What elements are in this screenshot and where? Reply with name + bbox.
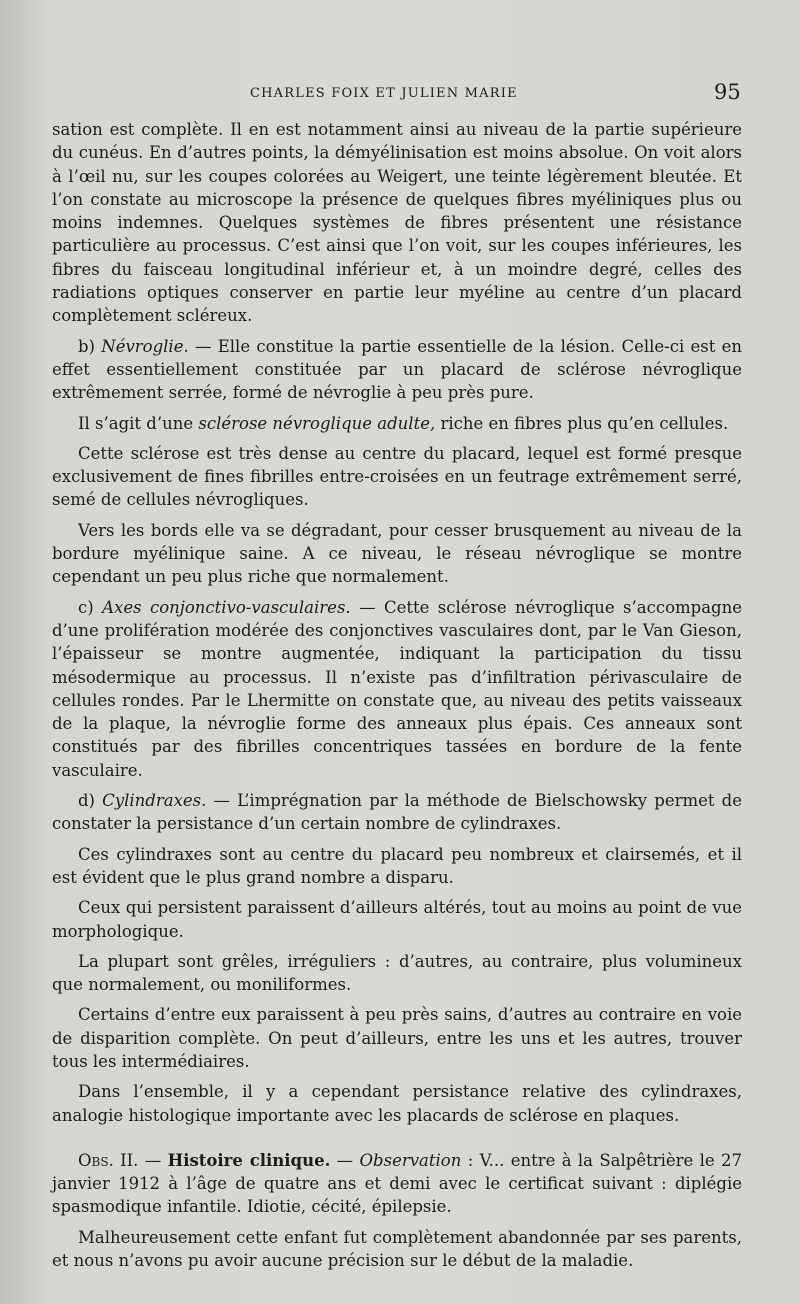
obs-subtitle: Observation xyxy=(359,1150,462,1170)
paragraph-observation xyxy=(52,1149,742,1219)
paragraph-axes xyxy=(52,596,742,782)
paragraph-text: — L’imprégnation par la méthode de Bielschowsky permet de constater la persistance d’un certain nombre de cylindraxes. xyxy=(52,791,742,834)
paragraph-alteres: Ceux qui persistent paraissent d’ailleurs altérés, tout au moins au point de vue morphologique. xyxy=(52,898,742,941)
section-label-nevroglie: Névroglie. xyxy=(101,336,189,356)
running-head: CHARLES FOIX ET JULIEN MARIE xyxy=(250,86,518,101)
item-letter-b: b) xyxy=(78,336,102,356)
dash: — xyxy=(330,1150,360,1170)
section-label-cylindraxes: Cylindraxes. xyxy=(102,791,207,811)
paragraph-continuation: sation est complète. Il en est notamment ainsi au niveau de la partie supérieure du cunéus. En d’autres points, la démyélinisation est moins absolue. On voit alors à l’œil nu, sur les coupes colorées au Weigert, une teinte légèrement bleutée. Et l’on constate au microscope la présence de quelques fibres myéliniques plus ou moins indemnes. Quelques systèmes de fibres présentent une résistance particulière au processus. C’est ainsi que l’on voit, sur les coupes inférieures, les fibres du faisceau longitudinal inférieur et, à un moindre degré, celles des radiations optiques conserver en partie leur myéline au centre d’un placard complètement scléreux. xyxy=(52,120,742,326)
paragraph-sains: Certains d’entre eux paraissent à peu près sains, d’autres au contraire en voie de disparition complète. On peut d’ailleurs, entre les uns et les autres, trouver tous les intermédiaires. xyxy=(52,1005,742,1071)
paragraph-text: Il s’agit d’une xyxy=(78,413,199,433)
paragraph-clairsemes: Ces cylindraxes sont au centre du placard peu nombreux et clairsemés, et il est évident que le plus grand nombre a disparu. xyxy=(52,844,742,887)
paragraph-abandon: Malheureusement cette enfant fut complètement abandonnée par ses parents, et nous n’avons pu avoir aucune précision sur le début de la maladie. xyxy=(52,1227,742,1271)
dash: — xyxy=(138,1150,168,1170)
paragraph-bords: Vers les bords elle va se dégradant, pour cesser brusquement au niveau de la bordure myélinique saine. A ce niveau, le réseau névroglique se montre cependant un peu plus riche que normalement. xyxy=(52,520,742,587)
page-number: 95 xyxy=(714,80,741,104)
paragraph-text: — Elle constitue la partie essentielle de la lésion. Celle-ci est en effet essentiellement constituée par un placard de sclérose névroglique extrêmement serrée, formé de névroglie à peu près pure. xyxy=(52,336,742,403)
paragraph-sclerose-adulte xyxy=(52,412,742,435)
paragraph-cylindraxes xyxy=(52,789,742,836)
paragraph-ensemble: Dans l’ensemble, il y a cependant persistance relative des cylindraxes, analogie histologique importante avec les placards de sclérose en plaques. xyxy=(52,1082,742,1125)
section-label-axes: Axes conjonctivo-vasculaires. xyxy=(102,597,351,617)
obs-title: Histoire clinique. xyxy=(167,1150,331,1170)
item-letter-c: c) xyxy=(78,597,103,617)
paragraph-greles: La plupart sont grêles, irréguliers : d’autres, au contraire, plus volumineux que normalement, ou moniliformes. xyxy=(52,951,742,995)
body-text xyxy=(52,118,742,1279)
paragraph-densite: Cette sclérose est très dense au centre du placard, lequel est formé presque exclusivement de fines fibrilles entre-croisées en un feutrage extrêmement serré, semé de cellules névrogliques. xyxy=(52,443,742,510)
paragraph-text: riche en fibres plus qu’en cellules. xyxy=(435,413,729,433)
paragraph-nevroglie xyxy=(52,335,742,405)
obs-label: Obs. II. xyxy=(78,1150,139,1170)
page-header xyxy=(0,80,800,108)
paragraph-text: : V... entre à la Salpêtrière le 27 janvier 1912 à l’âge de quatre ans et demi avec le certificat suivant : diplégie spasmodique infantile. Idiotie, cécité, épilepsie. xyxy=(52,1150,743,1217)
emphasis-sclerose-adulte: sclérose névroglique adulte, xyxy=(198,413,436,433)
paragraph-text: — Cette sclérose névroglique s’accompagne d’une prolifération modérée des conjonctives vasculaires dont, par le Van Gieson, l’épaisseur se montre augmentée, indiquant la participation du tissu mésodermique au processus. Il n’existe pas d’infiltration périvasculaire de cellules rondes. Par le Lhermitte on constate que, au niveau des petits vaisseaux de la plaque, la névroglie forme des anneaux plus épais. Ces anneaux sont constitués par des fibrilles concentriques tassées en bordure de la fente vasculaire. xyxy=(52,597,742,780)
item-letter-d: d) xyxy=(78,791,103,811)
